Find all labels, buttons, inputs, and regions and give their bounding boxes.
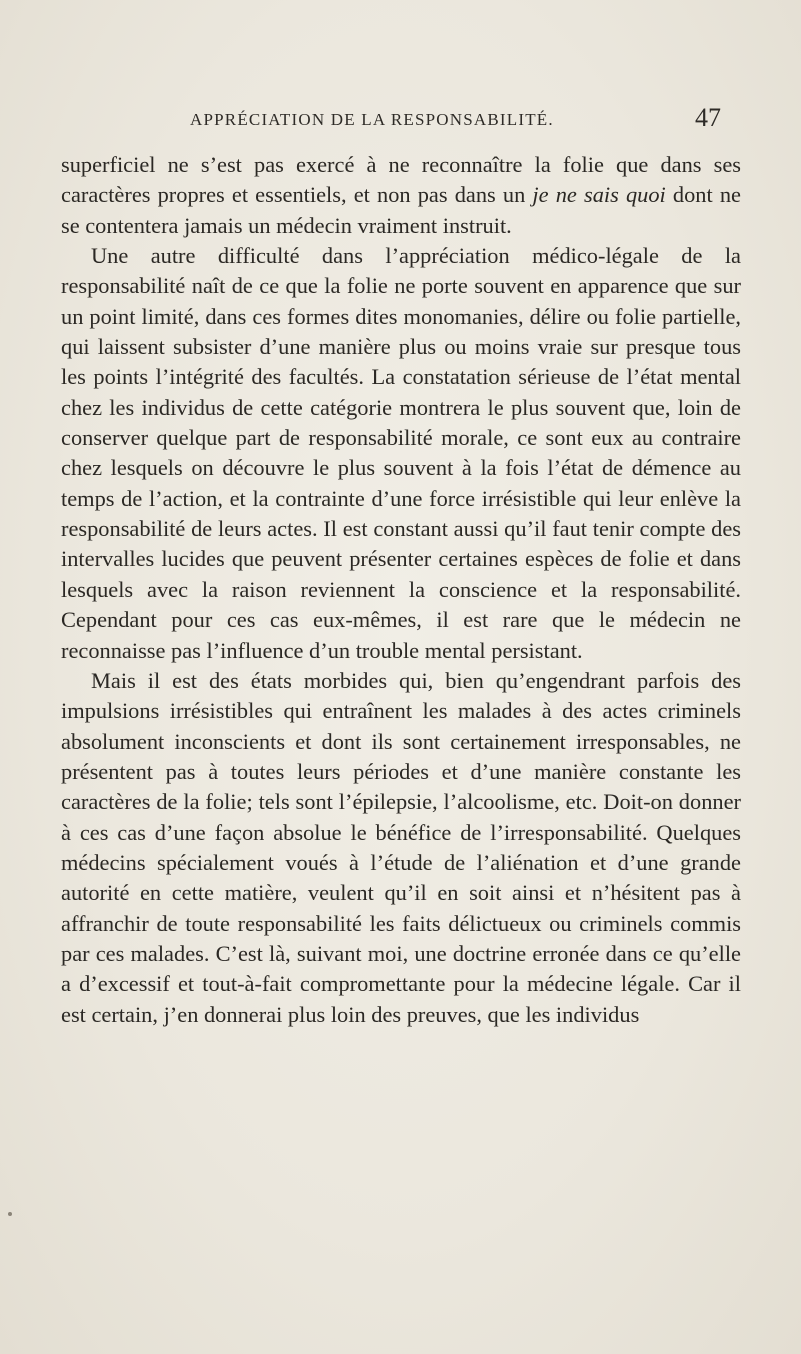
paragraph-1 [61,150,741,241]
paragraph-1-text-start: superficiel ne s’est pas exercé à ne reconnaître la folie que dans ses caractères propres et essentiels, et non pas dans un [61,152,741,208]
paragraph-1-text-end: dont ne se contentera jamais un médecin vraiment instruit. [61,182,741,238]
paragraph-2: Une autre difficulté dans l’appréciation médico-légale de la responsabilité naît de ce que la folie ne porte souvent en apparence que sur un point limité, dans ces formes dites monomanies, délire ou folie partielle, qui laissent subsister d’une manière plus ou moins vraie sur presque tous les points l’intégrité des facultés. La constatation sérieuse de l’état mental chez les individus de cette catégorie montrera le plus souvent que, loin de conserver quelque part de responsabilité morale, ce sont eux au contraire chez lesquels on découvre le plus souvent à la fois l’état de démence au temps de l’action, et la contrainte d’une force irrésistible qui leur enlève la responsabilité de leurs actes. Il est constant aussi qu’il faut tenir compte des intervalles lucides que peuvent présenter certaines espèces de folie et dans lesquels avec la raison reviennent la conscience et la responsabilité. Cependant pour ces cas eux-mêmes, il est rare que le médecin ne reconnaisse pas l’influence d’un trouble mental persistant. [61,243,741,663]
page-number: 47 [695,103,721,132]
page-header [0,103,801,140]
paragraph-1-italic-phrase: je ne sais quoi [532,182,666,208]
paragraph-3: Mais il est des états morbides qui, bien qu’engendrant parfois des impulsions irrésistibles qui entraînent les malades à des actes criminels absolument inconscients et dont ils sont certainement irresponsables, ne présentent pas à toutes leurs périodes et d’une manière constante les caractères de la folie; tels sont l’épilepsie, l’alcoolisme, etc. Doit-on donner à ces cas d’une façon absolue le bénéfice de l’irresponsabilité. Quelques médecins spécialement voués à l’étude de l’aliénation et d’une grande autorité en cette matière, veulent qu’il en soit ainsi et n’hésitent pas à affranchir de toute responsabilité les faits délictueux ou criminels commis par ces malades. C’est là, suivant moi, une doctrine erronée dans ce qu’elle a d’excessif et tout-à-fait compromettante pour la médecine légale. Car il est certain, j’en donnerai plus loin des preuves, que les individus [61,667,741,1027]
print-speck [8,1212,12,1216]
body-text [61,150,741,1030]
running-title: APPRÉCIATION DE LA RESPONSABILITÉ. [190,110,554,129]
